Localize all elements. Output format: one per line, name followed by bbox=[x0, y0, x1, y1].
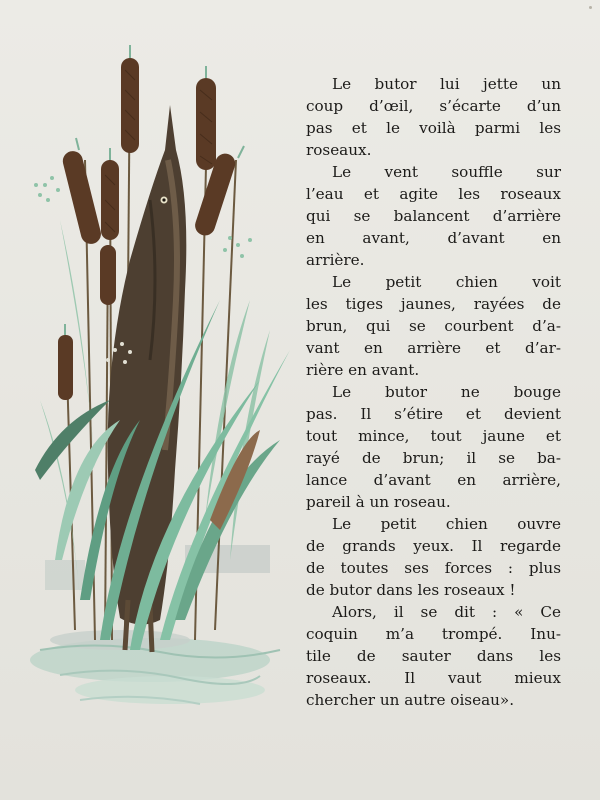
text-line: Le butor lui jette un bbox=[332, 75, 561, 93]
text-line: en avant, d’avant en bbox=[306, 229, 561, 247]
text-line: roseaux. Il vaut mieux bbox=[306, 669, 561, 687]
paragraph bbox=[306, 161, 561, 271]
text-line: de grands yeux. Il regarde bbox=[306, 537, 561, 555]
text-line: rière en avant. bbox=[306, 361, 420, 379]
page-speck bbox=[589, 6, 592, 9]
text-line: de toutes ses forces : plus bbox=[306, 559, 561, 577]
text-line: tout mince, tout jaune et bbox=[306, 427, 561, 445]
text-line: arrière. bbox=[306, 251, 365, 269]
paragraph bbox=[306, 601, 561, 711]
paragraph bbox=[306, 271, 561, 381]
text-line: coup d’œil, s’écarte d’un bbox=[306, 97, 561, 115]
text-line: roseaux. bbox=[306, 141, 372, 159]
paragraph bbox=[306, 381, 561, 513]
story-text bbox=[306, 73, 561, 711]
text-line: les tiges jaunes, rayées de bbox=[306, 295, 561, 313]
text-line: pareil à un roseau. bbox=[306, 493, 451, 511]
text-line: Le petit chien voit bbox=[332, 273, 561, 291]
paragraph bbox=[306, 513, 561, 601]
text-line: de butor dans les roseaux ! bbox=[306, 581, 516, 599]
text-line: rayé de brun; il se ba- bbox=[306, 449, 561, 467]
text-line: coquin m’a trompé. Inu- bbox=[306, 625, 561, 643]
text-line: Le vent souffle sur bbox=[332, 163, 561, 181]
text-line: Alors, il se dit : « Ce bbox=[332, 603, 561, 621]
text-line: pas. Il s’étire et devient bbox=[306, 405, 561, 423]
text-line: Le butor ne bouge bbox=[332, 383, 561, 401]
text-line: pas et le voilà parmi les bbox=[306, 119, 561, 137]
text-line: Le petit chien ouvre bbox=[332, 515, 561, 533]
text-line: tile de sauter dans les bbox=[306, 647, 561, 665]
text-line: lance d’avant en arrière, bbox=[306, 471, 561, 489]
paragraph bbox=[306, 73, 561, 161]
text-line: chercher un autre oiseau». bbox=[306, 691, 515, 709]
text-line: qui se balancent d’arrière bbox=[306, 207, 561, 225]
text-line: brun, qui se courbent d’a- bbox=[306, 317, 561, 335]
text-line: l’eau et agite les roseaux bbox=[306, 185, 561, 203]
text-line: vant en arrière et d’ar- bbox=[306, 339, 561, 357]
